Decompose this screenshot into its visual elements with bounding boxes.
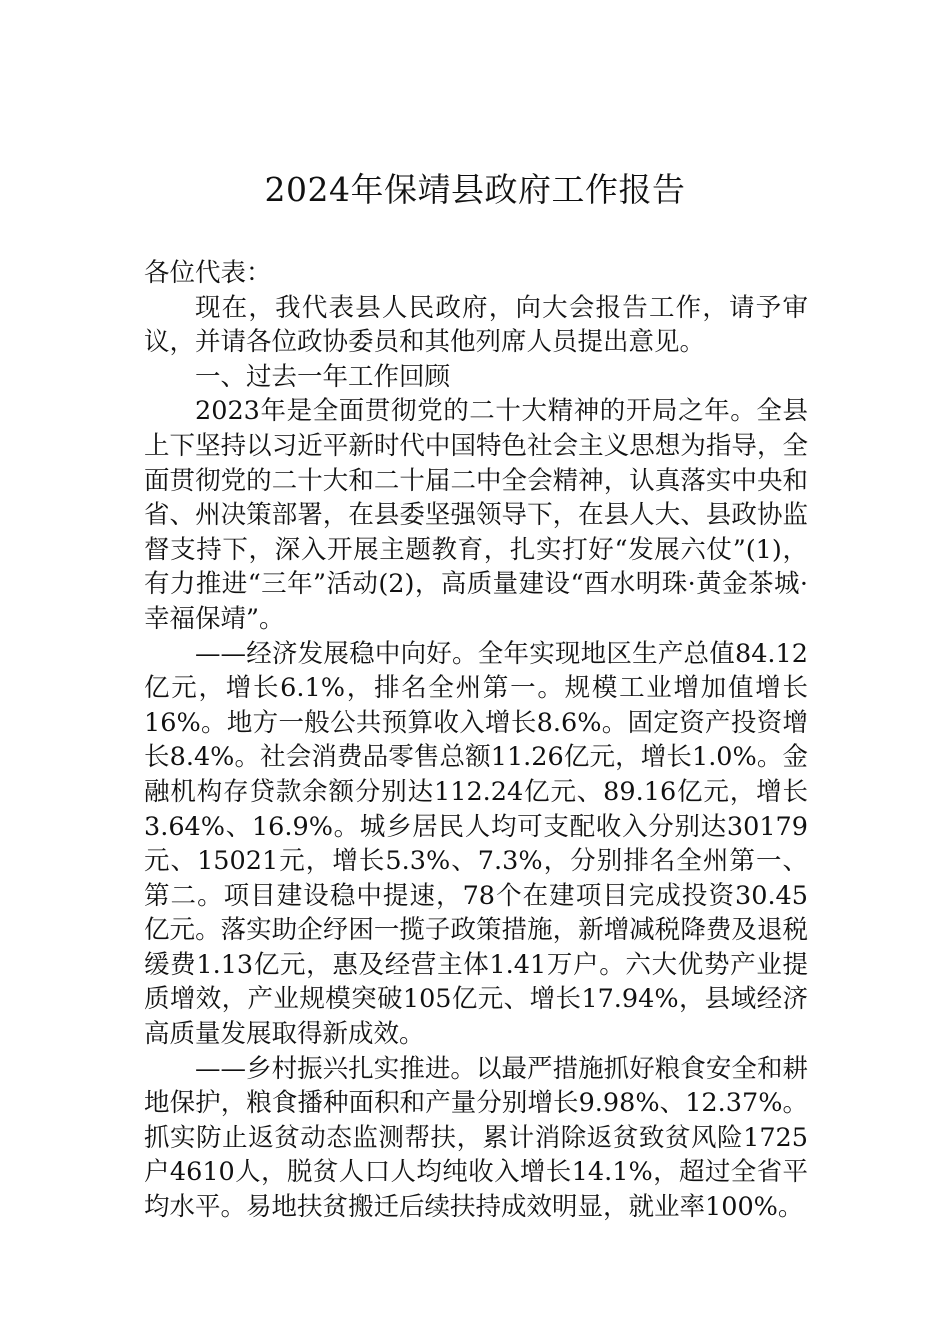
document-body: [144, 256, 808, 1225]
economy-paragraph: ——经济发展稳中向好。全年实现地区生产总值84.12亿元，增长6.1%，排名全州第一。规模工业增加值增长16%。地方一般公共预算收入增长8.6%。固定资产投资增长8.4%。社会消费品零售总额11.26亿元，增长1.0%。金融机构存贷款余额分别达112.24亿元、89.16亿元，增长3.64%、16.9%。城乡居民人均可支配收入分别达30179元、15021元，增长5.3%、7.3%，分别排名全州第一、第二。项目建设稳中提速，78个在建项目完成投资30.45亿元。落实助企纾困一揽子政策措施，新增减税降费及退税缓费1.13亿元，惠及经营主体1.41万户。六大优势产业提质增效，产业规模突破105亿元、增长17.94%，县域经济高质量发展取得新成效。: [144, 638, 808, 1050]
section-heading: 一、过去一年工作回顾: [195, 361, 451, 392]
document-title: 2024年保靖县政府工作报告: [264, 170, 686, 209]
overview-paragraph: 2023年是全面贯彻党的二十大精神的开局之年。全县上下坚持以习近平新时代中国特色社会主义思想为指导，全面贯彻党的二十大和二十届二中全会精神，认真落实中央和省、州决策部署，在县委坚强领导下，在县人大、县政协监督支持下，深入开展主题教育，扎实打好“发展六仗”(1)，有力推进“三年”活动(2)，高质量建设“酉水明珠·黄金茶城·幸福保靖”。: [144, 396, 808, 634]
rural-revitalization-paragraph: ——乡村振兴扎实推进。以最严措施抓好粮食安全和耕地保护，粮食播种面积和产量分别增长9.98%、12.37%。抓实防止返贫动态监测帮扶，累计消除返贫致贫风险1725户4610人，脱贫人口人均纯收入增长14.1%，超过全省平均水平。易地扶贫搬迁后续扶持成效明显，就业率100%。: [144, 1053, 808, 1223]
salutation: 各位代表：: [144, 258, 272, 288]
intro-paragraph: 现在，我代表县人民政府，向大会报告工作，请予审议，并请各位政协委员和其他列席人员提出意见。: [144, 292, 808, 358]
